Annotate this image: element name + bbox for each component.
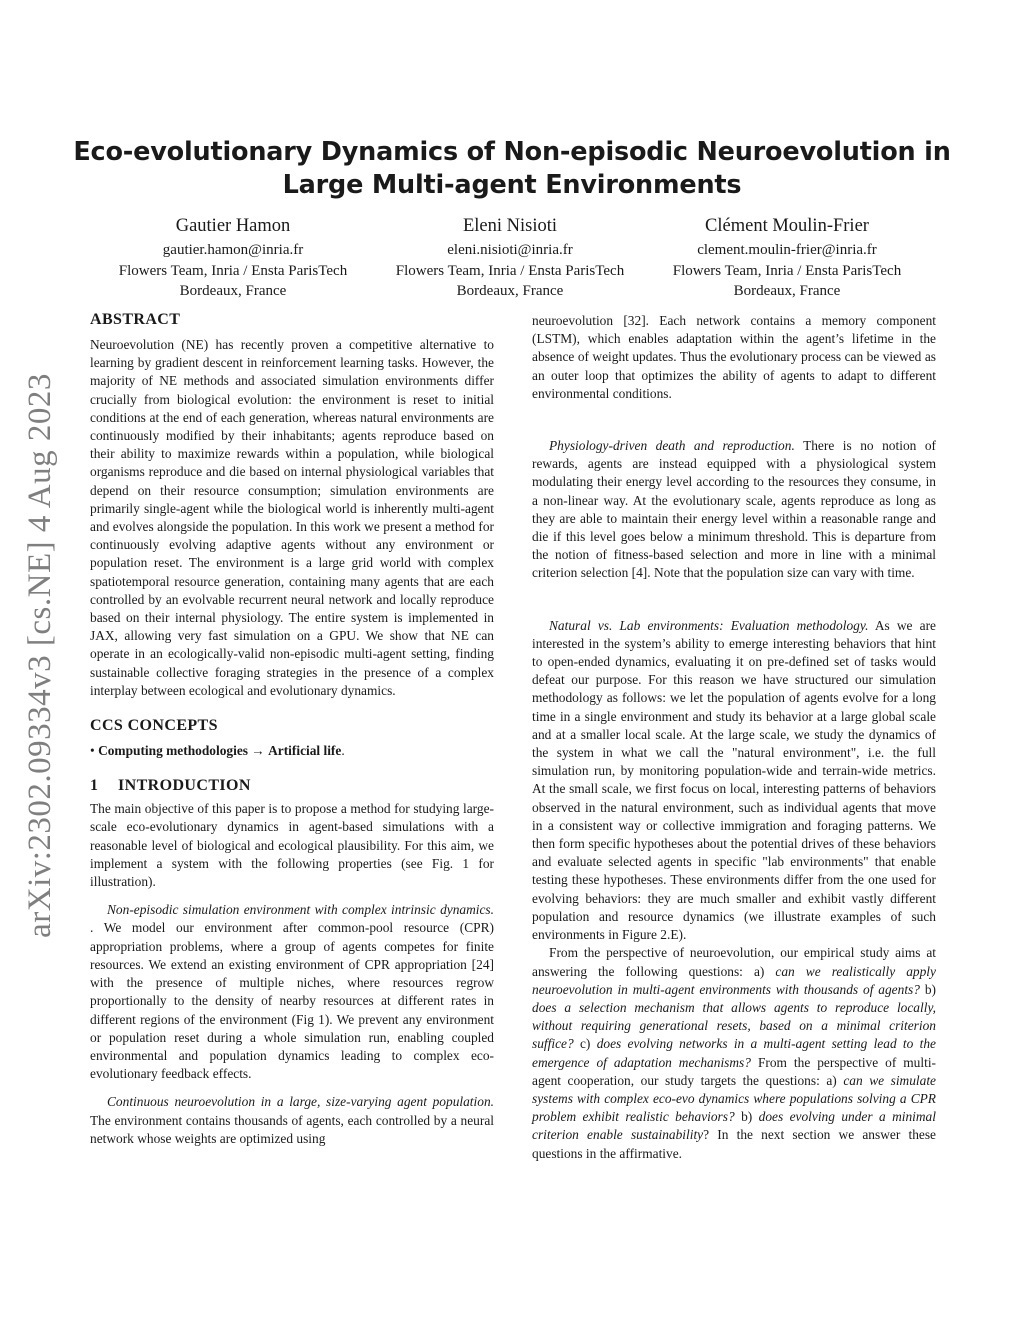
ccs-subconcept: Artificial life: [268, 743, 342, 759]
question-2: does a selection mechanism that allows agents to reproduce locally, without requiring generational resets, based on a minimal criterion suffice?: [532, 999, 936, 1052]
text-run: b): [741, 1109, 753, 1125]
section-title: INTRODUCTION: [118, 777, 251, 795]
question-5: does evolving under a minimal criterion enable sustainability: [532, 1109, 936, 1143]
author-1: [95, 214, 371, 302]
paragraph-title: Continuous neuroevolution in a large, size-varying agent population.: [107, 1094, 494, 1110]
paragraph-title: Physiology-driven death and reproduction.: [549, 438, 795, 454]
author-location: Bordeaux, France: [179, 283, 287, 299]
ccs-arrow: →: [251, 743, 265, 759]
paragraph-title: Natural vs. Lab environments: Evaluation methodology.: [549, 617, 869, 633]
text-run: ? In the next section we answer these questions in the affirmative.: [532, 1127, 936, 1161]
arxiv-stamp-text: arXiv:2302.09334v3 [cs.NE] 4 Aug 2023: [21, 372, 58, 938]
question-1: can we realistically apply neuroevolution in multi-agent environments with thousands of agents?: [532, 963, 936, 997]
paragraph-text: As we are interested in the system’s ability to emerge interesting behaviors that hint to open-ended dynamics, evaluating it on pre-defined set of tasks would defeat our purpose. For this reason we have structured our simulation methodology as follows: we let the population of agents evolve for a long time in a single environment and study its behavior at a large global scale and at a smaller local scale. At the large scale, we study the dynamics of the system in what we call the "natural environment", i.e. the full simulation run, by monitoring population-wide and terrain-wide metrics. At the small scale, we first focus on local, interesting patterns of behaviors observed in the natural environment, such as individual agents that move in a consistent way or collective immigration and foraging patterns. We then form specific hypotheses about the potential drives of these behaviors and evaluate selected agents in specific "lab environments" that enable testing these hypotheses. These environments differ from the one used for evolving behaviors: they are much smaller and exhibit vastly different population and resource dynamics (we illustrate examples of such environments in Figure 2.E).: [532, 617, 936, 943]
author-name: Gautier Hamon: [175, 216, 291, 236]
paragraph-title: Non-episodic simulation environment with complex intrinsic dynamics.: [107, 902, 494, 918]
author-3: [649, 214, 925, 302]
paper-title: [60, 136, 964, 202]
abstract-heading: ABSTRACT: [90, 311, 181, 328]
left-column: [90, 310, 494, 1148]
arxiv-stamp: [20, 350, 60, 960]
section-number: 1: [90, 777, 99, 795]
author-block: [95, 214, 925, 302]
author-name: Clément Moulin-Frier: [705, 216, 869, 236]
ccs-concept: Computing methodologies: [98, 743, 248, 759]
paragraph-text: There is no notion of rewards, agents are instead equipped with a physiological system modulating their energy level according to the resources they consume, in a non-linear way. At the evolutionary scale, agents reproduce as long as they are able to maintain their energy level within a reasonable range and die if this level goes below a minimum threshold. This is departure from the notion of fitness-based selection and more in line with a minimal criterion selection [4]. Note that the population size can vary with time.: [532, 438, 936, 581]
paragraph-text: . We model our environment after common-pool resource (CPR) appropriation problems, where a group of agents competes for finite resources. We extend an existing environment of CPR appropriation [24] with the presence of multiple niches, where resources regrow proportionally to the density of nearby resources at different rates in different regions of the environment (Fig 1). We prevent any environment or population reset during a whole simulation run, enabling coupled environmental and population dynamics leading to complex eco-evolutionary feedback effects.: [90, 920, 494, 1082]
author-email[interactable]: eleni.nisioti@inria.fr: [447, 242, 573, 258]
right-paragraph-2: [532, 437, 936, 583]
title-line-2: Large Multi-agent Environments: [282, 170, 742, 200]
intro-paragraph-1: The main objective of this paper is to propose a method for studying large-scale eco-evolutionary dynamics in agent-based simulations with a reasonable level of biological and ecological plausibility. For this aim, we implement a system with the following properties (see Fig. 1 for illustration).: [90, 801, 494, 890]
right-column: [532, 312, 936, 1163]
text-run: c): [579, 1036, 591, 1052]
author-email[interactable]: gautier.hamon@inria.fr: [162, 242, 304, 258]
question-4: can we simulate systems with complex eco-evo dynamics where populations solving a CPR problem exhibit realistic behaviors?: [532, 1072, 936, 1125]
author-affiliation: Flowers Team, Inria / Ensta ParisTech: [395, 262, 625, 279]
author-2: [372, 214, 648, 302]
title-line-1: Eco-evolutionary Dynamics of Non-episodic Neuroevolution in: [73, 137, 951, 167]
text-run: b): [924, 981, 936, 997]
question-3: does evolving networks in a multi-agent setting lead to the emergence of adaptation mechanisms?: [532, 1036, 937, 1070]
author-affiliation: Flowers Team, Inria / Ensta ParisTech: [118, 262, 348, 279]
ccs-period: .: [341, 743, 345, 759]
ccs-concepts: [90, 742, 494, 760]
author-location: Bordeaux, France: [456, 283, 564, 299]
right-paragraph-4: [532, 944, 936, 1162]
right-paragraph-3: [532, 617, 936, 945]
author-location: Bordeaux, France: [733, 283, 841, 299]
author-affiliation: Flowers Team, Inria / Ensta ParisTech: [672, 262, 902, 279]
intro-heading: [90, 776, 494, 796]
intro-paragraph-3: [90, 1093, 494, 1148]
ccs-bullet: •: [90, 743, 95, 759]
text-run: From the perspective of multi-agent cooperation, our study targets the questions: a): [532, 1054, 936, 1088]
abstract-text: Neuroevolution (NE) has recently proven a competitive alternative to learning by gradient descent in reinforcement learning tasks. However, the majority of NE methods and associated simulation environments differ crucially from biological evolution: the environment is reset to initial conditions at the end of each generation, whereas natural environments are continuously modified by their inhabitants; agents reproduce based on their ability to maximize rewards within a population, while biological organisms reproduce and die based on internal physiological variables that depend on their resource consumption; simulation environments are primarily single-agent while the biological world is inherently multi-agent and evolves alongside the population. In this work we present a method for continuously evolving adaptive agents without any environment or population reset. The environment is a large grid world with complex spatiotemporal resource generation, containing many agents that are each controlled by an evolvable recurrent neural network and locally reproduce based on their internal physiology. The entire system is implemented in JAX, allowing very fast simulation on a GPU. We show that NE can operate in an ecologically-valid non-episodic multi-agent setting, finding sustainable collective foraging strategies in the presence of a complex interplay between ecological and evolutionary dynamics.: [90, 337, 494, 698]
ccs-heading: CCS CONCEPTS: [90, 717, 218, 735]
intro-paragraph-2: [90, 901, 494, 1083]
right-paragraph-1: neuroevolution [32]. Each network contains a memory component (LSTM), which enables adaptation within the agent’s lifetime in the absence of weight updates. Thus the evolutionary process can be viewed as an outer loop that optimizes the ability of agents to adapt to different environmental conditions.: [532, 313, 936, 401]
author-email[interactable]: clement.moulin-frier@inria.fr: [697, 242, 877, 258]
author-name: Eleni Nisioti: [462, 216, 558, 236]
paragraph-text: The environment contains thousands of agents, each controlled by a neural network whose weights are optimized using: [90, 1112, 494, 1146]
text-run: From the perspective of neuroevolution, our empirical study aims at answering the following questions: a): [532, 945, 936, 979]
